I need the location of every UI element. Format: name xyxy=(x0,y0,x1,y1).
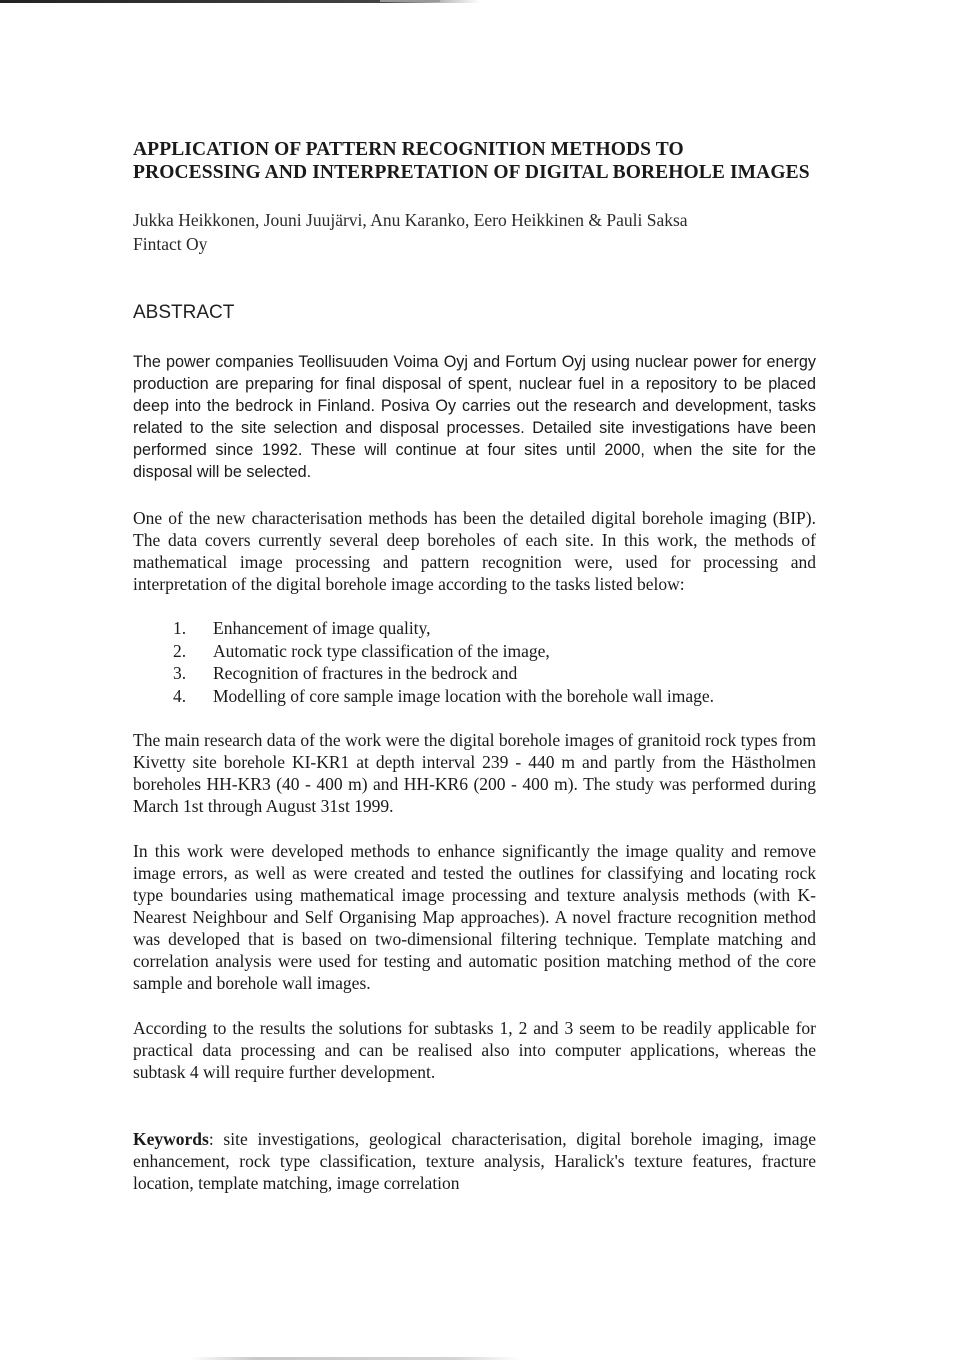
abstract-paragraph-1: The power companies Teollisuuden Voima Oyj and Fortum Oyj using nuclear power for energy production are preparing for final disposal of spent, nuclear fuel in a repository to be placed deep into the bedrock in Finland. Posiva Oy carries out the research and development, tasks related to the site selection and disposal processes. Detailed site investigations have been performed since 1992. These will continue at four sites until 2000, when the site for the disposal will be selected. xyxy=(133,353,816,481)
abstract-paragraph-5: According to the results the solutions for subtasks 1, 2 and 3 seem to be readily applicable for practical data processing and can be realised also into computer applications, whereas the subtask 4 will require further development. xyxy=(133,1018,816,1082)
abstract-heading: ABSTRACT xyxy=(133,302,235,323)
keywords-label: Keywords xyxy=(133,1129,209,1149)
author-list: Jukka Heikkonen, Jouni Juujärvi, Anu Karanko, Eero Heikkinen & Pauli Saksa xyxy=(133,210,688,230)
task-number: 2. xyxy=(173,640,187,661)
task-number: 4. xyxy=(173,685,187,706)
abstract-paragraph-4: In this work were developed methods to enhance significantly the image quality and remove image errors, as well as were created and tested the outlines for classifying and locating rock type boundaries using mathematical image processing and texture analysis methods (with K-Nearest Neighbour and Self Organising Map approaches). A novel fracture recognition method was developed that is based on two-dimensional filtering technique. Template matching and correlation analysis were used for testing and automatic position matching method of the core sample and borehole wall images. xyxy=(133,841,816,993)
task-number: 3. xyxy=(173,663,187,683)
task-item xyxy=(133,617,816,640)
task-text: Automatic rock type classification of the image, xyxy=(213,640,550,661)
keywords xyxy=(133,1128,816,1194)
task-text: Modelling of core sample image location with the borehole wall image. xyxy=(213,685,715,706)
task-number: 1. xyxy=(173,618,187,638)
scan-edge-top xyxy=(0,0,960,3)
document-page xyxy=(133,138,816,1212)
scan-edge-bottom xyxy=(190,1357,520,1360)
task-text: Recognition of fractures in the bedrock and xyxy=(213,663,518,683)
task-item xyxy=(133,662,816,685)
scan-edge-mark xyxy=(380,0,440,2)
paper-title: APPLICATION OF PATTERN RECOGNITION METHODS TO PROCESSING AND INTERPRETATION OF DIGITAL BOREHOLE IMAGES xyxy=(133,139,810,183)
task-list xyxy=(133,617,816,707)
abstract-paragraph-3: The main research data of the work were the digital borehole images of granitoid rock types from Kivetty site borehole KI-KR1 at depth interval 239 - 440 m and partly from the Hästholmen boreholes HH-KR3 (40 - 400 m) and HH-KR6 (200 - 400 m). The study was performed during March 1st through August 31st 1999. xyxy=(133,730,816,816)
abstract-paragraph-2: One of the new characterisation methods has been the detailed digital borehole imaging (BIP). The data covers currently several deep boreholes of each site. In this work, the methods of mathematical image processing and pattern recognition were, used for processing and interpretation of the digital borehole image according to the tasks listed below: xyxy=(133,508,816,594)
keywords-text: : site investigations, geological characterisation, digital borehole imaging, image enhancement, rock type classification, texture analysis, Haralick's texture features, fracture location, template matching, image correlation xyxy=(133,1129,816,1193)
affiliation: Fintact Oy xyxy=(133,234,208,254)
task-item xyxy=(133,685,816,708)
task-item xyxy=(133,640,816,663)
task-text: Enhancement of image quality, xyxy=(213,618,431,638)
